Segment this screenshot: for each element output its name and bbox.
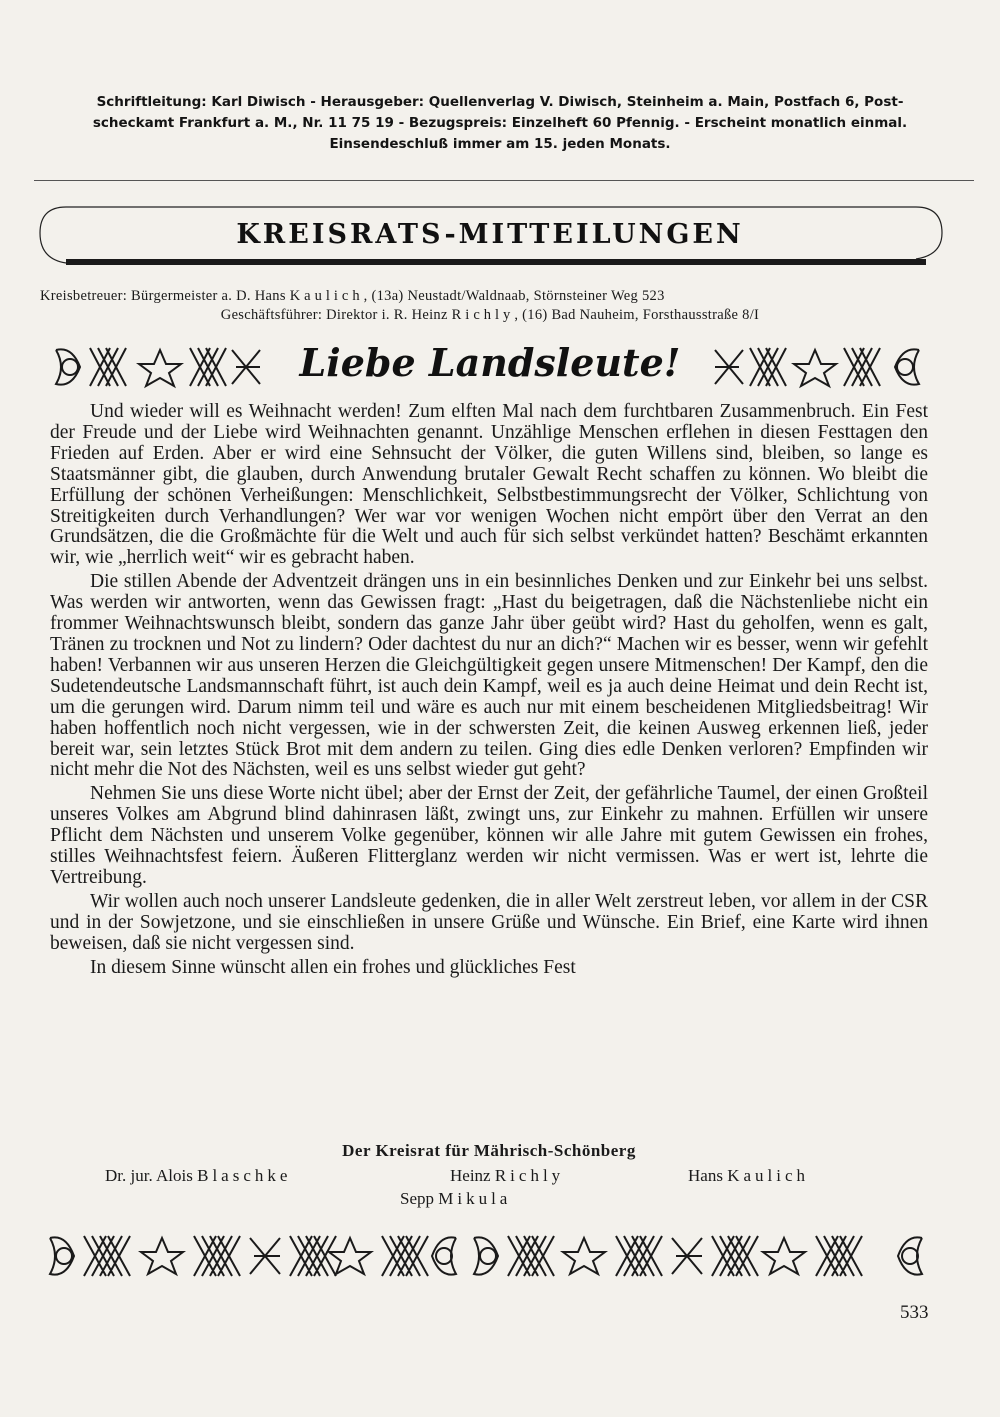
officials-line-1-prefix: Kreisbetreuer: Bürgermeister a. D. Hans [40,288,290,304]
officials-line-2-name: Richly [451,307,515,323]
officials-line-2-suffix: , (16) Bad Nauheim, Forsthausstraße 8/I [514,307,760,323]
greeting-heading: Liebe Landsleute! [299,340,681,385]
officials [40,287,940,325]
letter-body [50,402,928,981]
greeting-heading-row [50,340,930,396]
signer-title: Heinz [450,1166,495,1185]
signoff [50,1139,928,1210]
ornament-right-icon [710,344,925,390]
signoff-organization: Der Kreisrat für Mährisch-Schönberg [342,1141,636,1160]
section-banner [36,205,944,265]
paragraph-1: Und wieder will es Weihnacht werden! Zum elften Mal nach dem furchtbaren Zusammenbruch. Ein Fest der Freude und der Liebe wird Weihnachten genannt. Unzählige Menschen erflehen in diesen Festtagen den Frieden auf Erden. Aber er wird eine Sehnsucht der Völker, die guten Willens sind, bleiben, so lange es Staatsmänner gibt, die glauben, durch Anwendung brutaler Gewalt Recht schaffen zu können. Wo bleibt die Erfüllung der schönen Verheißungen: Menschlichkeit, Selbstbestimmungsrecht der Völker, Schlichtung von Streitigkeiten durch Verhandlungen? Wer war vor wenigen Wochen nicht empört über den Verrat an den Grundsätzen, die die Großmächte für die Welt und auch für sich selbst verkündet hatten? Beschämt erkannten wir, wie „herrlich weit“ wir es gebracht haben. [50,401,928,569]
signer [400,1187,511,1210]
signer-surname: Richly [494,1166,565,1185]
masthead-line-2: scheckamt Frankfurt a. M., Nr. 11 75 19 - Bezugspreis: Einzelheft 60 Pfennig. - Erscheint monatlich einmal. [92,115,908,131]
signer-title: Hans [688,1166,728,1185]
signer-surname: Blaschke [197,1166,292,1185]
signer-surname: Kaulich [727,1166,810,1185]
paragraph-5: In diesem Sinne wünscht allen ein frohes und glückliches Fest [90,956,576,978]
signer-surname: Mikula [438,1189,512,1208]
officials-line-2-prefix: Geschäftsführer: Direktor i. R. Heinz [220,307,452,323]
bottom-ornament-icon [44,1232,930,1280]
separator-rule [34,180,974,181]
officials-line-1 [40,287,940,306]
signer [450,1164,564,1187]
masthead [40,92,960,155]
signer [688,1164,809,1187]
officials-line-2 [40,306,940,325]
banner-title: KREISRATS-MITTEILUNGEN [236,219,744,250]
officials-line-1-name: Kaulich [289,288,364,304]
officials-line-1-suffix: , (13a) Neustadt/Waldnaab, Störnsteiner Weg 523 [363,288,665,304]
signer [105,1164,291,1187]
paragraph-2: Die stillen Abende der Adventzeit drängen uns in ein besinnliches Denken und zur Einkehr bei uns selbst. Was werden wir antworten, wenn das Gewissen fragt: „Hast du beigetragen, daß die Nächstenliebe nicht ein frommer Weihnachtswunsch bleibt, sondern das ganze Jahr über geübt wird? Hast du geholfen, wenn es galt, Tränen zu trocknen und Not zu lindern? Oder dachtest du nur an dich?“ Machen wir es besser, wenn wir gefehlt haben! Verbannen wir aus unseren Herzen die Gleichgültigkeit gegen unsere Mitmenschen! Der Kampf, den die Sudetendeutsche Landsmannschaft führt, ist auch dein Kampf, weil es ja auch deine Heimat und dein Recht ist, um die gerungen wird. Darum nimm teil und wäre es auch nur mit einem bescheidenen Mitgliedsbeitrag! Wir haben hoffentlich noch nicht vergessen, wie in der schwersten Zeit, die keinen Ausweg erkennen ließ, jeder bereit war, sein letztes Stück Brot mit dem andern zu teilen. Ging dies edle Denken verloren? Empfinden wir nicht mehr die Not des Nächsten, weil es uns selbst wieder gut geht? [50,571,928,781]
masthead-line-1: Schriftleitung: Karl Diwisch - Herausgeber: Quellenverlag V. Diwisch, Steinheim a. Main, Postfach 6, Post- [96,94,904,110]
signers [50,1164,928,1210]
paragraph-4: Wir wollen auch noch unserer Landsleute gedenken, die in aller Welt zerstreut leben, vor allem in der CSR und in der Sowjetzone, und sie einschließen in unsere Grüße und Wünsche. Ein Brief, eine Karte wird ihnen beweisen, daß sie nicht vergessen sind. [50,890,928,954]
signer-title: Dr. jur. Alois [105,1166,198,1185]
signer-title: Sepp [400,1189,439,1208]
paragraph-3: Nehmen Sie uns diese Worte nicht übel; aber der Ernst der Zeit, der gefährliche Taumel, der einen Großteil unseres Volkes am Abgrund blind dahinrasen läßt, zwingt uns, zur Einkehr zu mahnen. Erfüllen wir unsere Pflicht dem Nächsten und unserem Volke gegenüber, können wir alle Jahre mit gutem Gewissen ein frohes, stilles Weihnachtsfest feiern. Äußeren Flitterglanz werden wir nicht vermissen. Was er wert ist, lehrte die Vertreibung. [50,783,928,888]
page-number: 533 [900,1302,929,1323]
masthead-line-3: Einsendeschluß immer am 15. jeden Monats. [329,136,671,152]
